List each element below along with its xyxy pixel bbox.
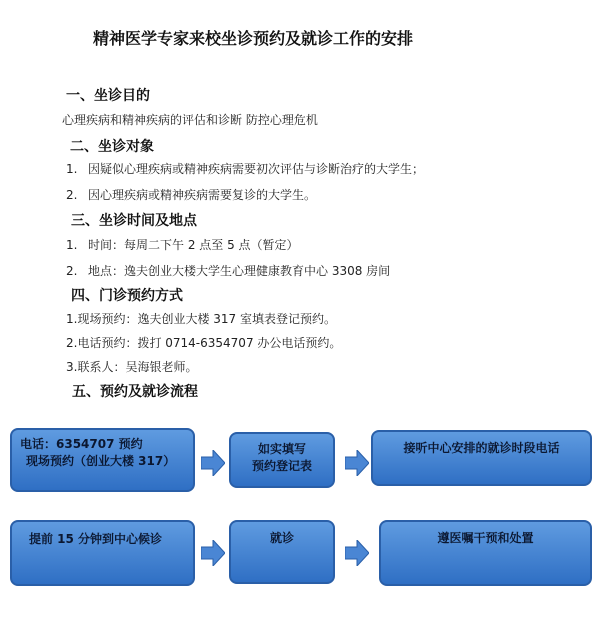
flow-box-arrive-early (10, 520, 195, 586)
list-item (66, 186, 316, 203)
booking-item: 1.现场预约：逸夫创业大楼 317 室填表登记预约。 (66, 312, 336, 326)
list-number: 2. (66, 188, 78, 202)
section-heading-purpose: 一、坐诊目的 (66, 88, 150, 104)
page-title: 精神医学专家来校坐诊预约及就诊工作的安排 (93, 29, 414, 48)
flow-arrow-icon (201, 540, 225, 566)
flow-box-line: 提前 15 分钟到中心候诊 (29, 532, 163, 546)
list-text: 因疑似心理疾病或精神疾病需要初次评估与诊断治疗的大学生； (88, 162, 425, 176)
flow-box-fill-form (229, 432, 335, 488)
section-heading-targets: 二、坐诊对象 (70, 139, 154, 155)
flow-box-follow-advice (379, 520, 592, 586)
flow-box-line: 遵医嘱干预和处置 (437, 531, 534, 545)
list-text: 地点：逸夫创业大楼大学生心理健康教育中心 3308 房间 (88, 264, 391, 278)
section-heading-booking: 四、门诊预约方式 (71, 288, 183, 304)
list-text: 因心理疾病或精神疾病需要复诊的大学生。 (88, 188, 317, 202)
flow-box-line: 如实填写 (257, 442, 306, 456)
flow-arrow-icon (345, 540, 369, 566)
list-text: 时间：每周二下午 2 点至 5 点（暂定） (88, 238, 299, 252)
list-number: 1. (66, 238, 78, 252)
flow-box-line: 电话：6354707 预约 (20, 437, 143, 451)
list-item (66, 236, 299, 253)
flow-box-booking-methods (10, 428, 195, 492)
purpose-text: 心理疾病和精神疾病的评估和诊断 防控心理危机 (62, 113, 318, 127)
list-number: 1. (66, 162, 78, 176)
section-heading-flow: 五、预约及就诊流程 (72, 384, 198, 400)
list-item (66, 262, 390, 279)
flow-box-consultation (229, 520, 335, 584)
flow-box-line: 接听中心安排的就诊时段电话 (403, 441, 560, 455)
flow-box-line: 就诊 (269, 531, 294, 545)
flow-box-line: 预约登记表 (251, 459, 312, 473)
booking-item: 2.电话预约：拨打 0714-6354707 办公电话预约。 (66, 336, 342, 350)
booking-item: 3.联系人：吴海银老师。 (66, 360, 198, 374)
flow-box-line: 现场预约（创业大楼 317） (26, 454, 176, 468)
flow-arrow-icon (201, 450, 225, 476)
list-number: 2. (66, 264, 78, 278)
flow-arrow-icon (345, 450, 369, 476)
list-item (66, 160, 424, 177)
section-heading-time-place: 三、坐诊时间及地点 (71, 213, 197, 229)
flow-box-answer-call (371, 430, 592, 486)
